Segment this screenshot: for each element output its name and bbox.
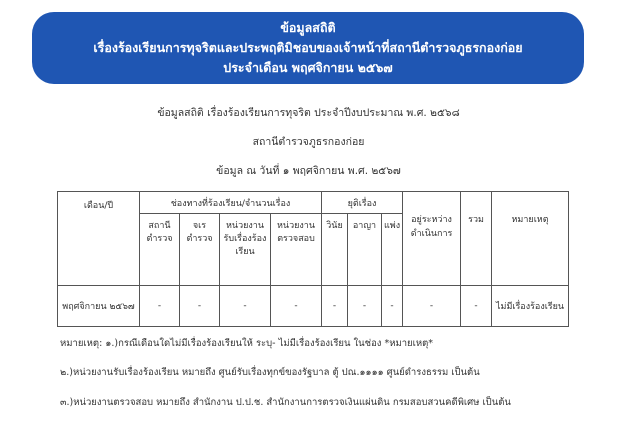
header-remark: หมายเหตุ [492,192,569,286]
header-channels: ช่องทางที่ร้องเรียน/จำนวนเรื่อง [140,192,322,214]
header-total: รวม [461,192,492,286]
statistics-subtitle: ข้อมูลสถิติ เรื่องร้องเรียนการทุจริต ประจำปีงบประมาณ พ.ศ. ๒๕๖๘ [157,107,460,119]
banner-subject: เรื่องร้องเรียนการทุจริตและประพฤติมิชอบของเจ้าหน้าที่สถานีตำรวจภูธรกองก่อย [93,40,523,55]
cell-channel: - [180,286,220,327]
header-channel-police-inspector: จเรตำรวจ [180,214,220,286]
cell-total: - [461,286,492,327]
cell-remark: ไม่มีเรื่องร้องเรียน [492,286,569,327]
complaint-statistics-table [57,191,569,327]
cell-case-type: - [322,286,348,327]
header-case-criminal: อาญา [348,214,382,286]
banner-title: ข้อมูลสถิติ [280,20,336,35]
cell-channel: - [220,286,271,327]
cell-channel: - [140,286,180,327]
header-case-types: ยุติเรื่อง [322,192,403,214]
cell-channel: - [271,286,322,327]
header-banner [32,12,584,84]
cell-in-progress: - [403,286,461,327]
banner-period: ประจำเดือน พฤศจิกายน ๒๕๖๗ [223,60,393,75]
note-1: หมายเหตุ: ๑.)กรณีเดือนใดไม่มีเรื่องร้องเรียนให้ ระบุ- ไม่มีเรื่องร้องเรียน ในช่อง *หมายเหตุ* [60,338,434,349]
header-channel-audit-agency: หน่วยงานตรวจสอบ [271,214,322,286]
header-channel-police-station: สถานีตำรวจ [140,214,180,286]
header-in-progress: อยู่ระหว่างดำเนินการ [403,192,461,286]
table-row [58,286,569,327]
data-date: ข้อมูล ณ วันที่ ๑ พฤศจิกายน พ.ศ. ๒๕๖๗ [216,165,401,177]
cell-case-type: - [348,286,382,327]
cell-case-type: - [382,286,403,327]
header-case-discipline: วินัย [322,214,348,286]
station-name: สถานีตำรวจภูธรกองก่อย [252,136,365,148]
header-case-civil: แพ่ง [382,214,403,286]
note-3: ๓.)หน่วยงานตรวจสอบ หมายถึง สำนักงาน ป.ป.ช. สำนักงานการตรวจเงินแผ่นดิน กรมสอบสวนคดีพิเศษ เป็นต้น [60,397,511,408]
header-channel-complaint-agency: หน่วยงานรับเรื่องร้องเรียน [220,214,271,286]
note-2: ๒.)หน่วยงานรับเรื่องร้องเรียน หมายถึง ศูนย์รับเรื่องทุกข์ของรัฐบาล ตู้ ปณ.๑๑๑๑ ศูนย์ดำรงธรรม เป็นต้น [60,367,480,378]
header-month: เดือน/ปี [58,192,140,286]
cell-month: พฤศจิกายน ๒๕๖๗ [58,286,140,327]
